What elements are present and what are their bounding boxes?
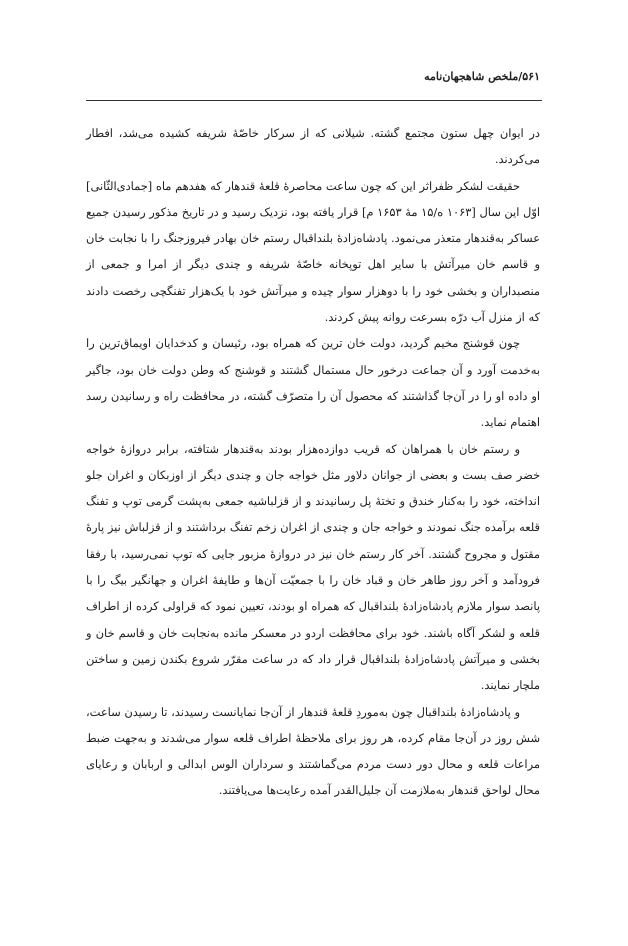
paragraph: چون قوشنج مخیم گردید، دولت خان ترین که همراه بود، رئیسان و کدخدایان اویماق‌ترین را به‌خدمت آورد و آن جماعت درخور حال مستمال گشتند و قوشنج که وطن دولت خان بود، جاگیر او داده او را در آن‌جا گذاشتند که محصول آن را متصرّف گشته، در محافظت راه و رسانیدن رسد اهتمام نماید. (86, 336, 540, 430)
paragraph: و رستم خان با همراهان که قریب دوازده‌هزار بودند به‌قندهار شتافته، برابر دروازهٔ خواجه خضر صف بست و بعضی از جوانان دلاور مثل خواجه جان و چندی دیگر از اوزبکان و اغران جلو انداخته، خود را به‌کنار خندق و تختهٔ پل رسانیدند و از قزلباشیه جمعی به‌پشت گرمی توپ و تفنگ قلعه برآمده جنگ نمودند و خواجه جان و چندی از اغران زخم تفنگ برداشتند و از قزلباش نیز پارهٔ مقتول و مجروح گشتند. آخر کار رستم خان نیز در دروازهٔ مزبور جایی که توپ نمی‌رسید، با رفقا فرودآمد و آخر روز طاهر خان و قباد خان را با جمعیّت آن‌ها و طایفهٔ اغران و جهانگیر بیگ را با پانصد سوار ملازم پادشاه‌زادهٔ بلنداقبال که همراه او بودند، تعیین نمود که قراولی کرده از اطراف قلعه و لشکر آگاه باشند. خود برای محافظت اردو در معسکر مانده به‌نجابت خان و قاسم خان و بخشی و میرآتش پادشاه‌زادهٔ بلنداقبال قرار داد که در ساعت مقرّر شروع بکندن زمین و ساختن ملچار نمایند. (86, 441, 540, 693)
paragraph: در ایوان چهل ستون مجتمع گشته. شیلانی که از سرکار خاصّهٔ شریفه کشیده می‌شد، افطار می‌کردند. (86, 126, 540, 167)
paragraph: حقیقت لشکر ظفراثر این که چون ساعت محاصرهٔ قلعهٔ قندهار که هفدهم ماه [جمادی‌الثّانی] اوّل این سال [۱۰۶۳ ه/۱۵ مهٔ ۱۶۵۳ م] قرار یافته بود، نزدیک رسید و در تاریخ مذکور رسیدن جمیع عساکر به‌قندهار متعذر می‌نمود. پادشاه‌زادهٔ بلنداقبال رستم خان بهادر فیروزجنگ را با نجابت خان و قاسم خان میرآتش با سایر اهل توپخانه خاصّهٔ شریفه و چندی دیگر از امرا و جمعی از منصبداران و بخشی خود را با دوهزار سوار چیده و میرآتش خود با یک‌هزار تفنگچی رخصت دادند که از منزل آب درّه بسرعت روانه پیش کردند. (86, 178, 540, 325)
body-text (86, 120, 540, 804)
header-rule (86, 100, 542, 101)
paragraph: و پادشاه‌زادهٔ بلنداقبال چون به‌موردِ قلعهٔ قندهار از آن‌جا نمایانست رسیدند، تا رسیدن ساعت، شش روز در آن‌جا مقام کرده، هر روز برای ملاحظهٔ اطراف قلعه سوار می‌شدند و به‌جهت ضبط مراعات قلعه و محال دور دست مردم می‌گماشتند و سرداران الوس ابدالی و اربابان و رعایای محال لواحق قندهار به‌ملازمت آن جلیل‌القدر آمده رعایت‌ها می‌یافتند. (86, 704, 540, 798)
running-header: ۵۶۱/ملخص شاهجهان‌نامه (424, 70, 540, 83)
